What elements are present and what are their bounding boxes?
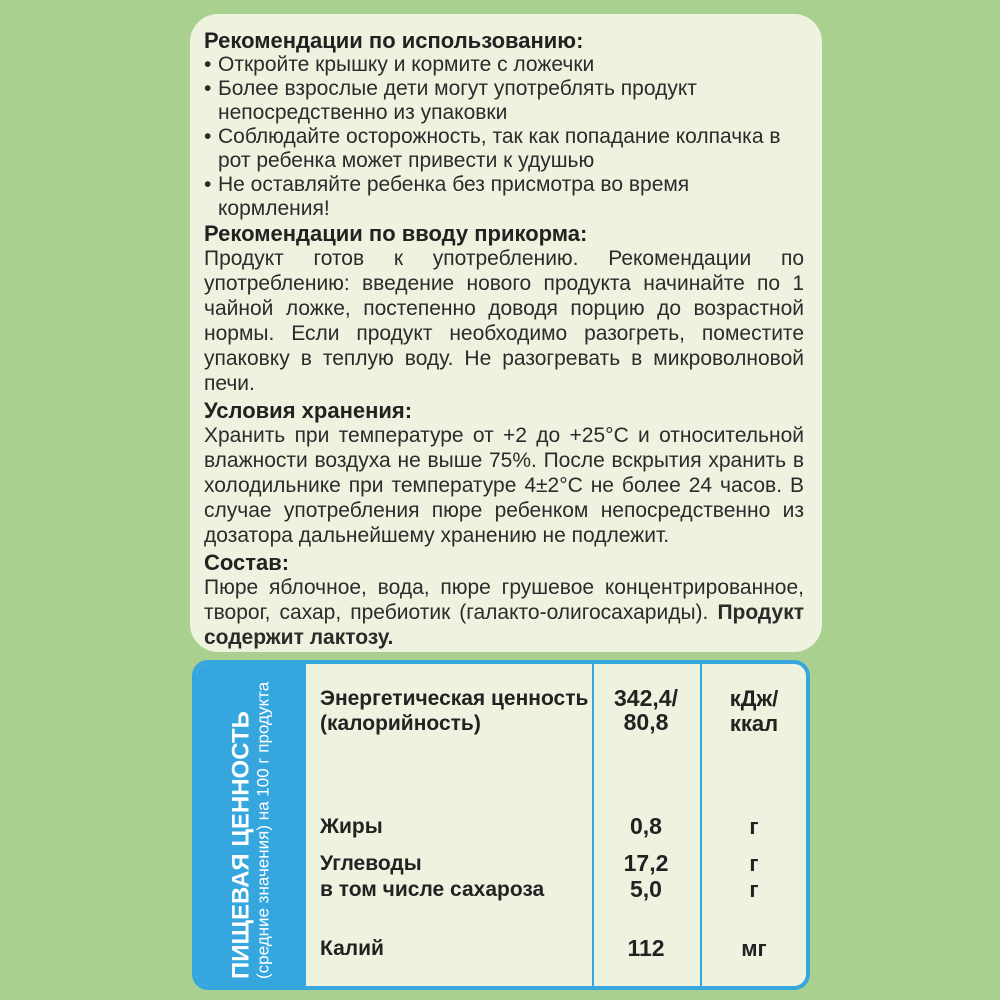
usage-list <box>204 53 804 221</box>
nutrient-value: 17,2 <box>623 850 669 876</box>
usage-item: • Не оставляйте ребенка без присмотра во время кормления! <box>204 173 804 221</box>
nutrient-value: 0,8 <box>630 813 662 839</box>
nutrient-unit: кДж/ ккал <box>729 686 779 736</box>
nutrient-unit: мг <box>741 936 767 961</box>
storage-text: Хранить при температуре от +2 до +25°С и относительной влажности воздуха не выше 75%. После вскрытия хранить в холодильнике при температуре 4±2°С не более 24 часов. В случае употребления пюре ребенком непосредственно из дозатора дальнейшему хранению не подлежит. <box>204 424 804 547</box>
nutrient-name: Жиры <box>320 815 383 838</box>
feeding-text: Продукт готов к употреблению. Рекомендации по употреблению: введение нового продукта начинайте по 1 чайной ложке, постепенно доводя порцию до возрастной нормы. Если продукт необходимо разогреть, поместите упаковку в теплую воду. Не разогревать в микроволновой печи. <box>204 247 804 395</box>
composition-heading: Состав: <box>204 550 290 575</box>
column-divider <box>592 664 594 986</box>
nutrition-table <box>192 660 810 990</box>
nutrient-name: Калий <box>320 937 384 960</box>
composition-ingredients: Пюре яблочное, вода, пюре грушевое концентрированное, творог, сахар, пребиотик (галакто-олигосахариды). <box>204 576 804 624</box>
nutrient-name: Углеводы <box>320 852 422 875</box>
nutrition-side-banner <box>196 664 306 986</box>
nutrition-title: ПИЩЕВАЯ ЦЕННОСТЬ <box>227 711 255 979</box>
feeding-heading: Рекомендации по вводу прикорма: <box>204 221 588 246</box>
usage-item: • Соблюдайте осторожность, так как попадание колпачка в рот ребенка может привести к удушью <box>204 125 804 173</box>
lactose-note: Продукт содержит лактозу. <box>204 601 804 649</box>
nutrient-value: 112 <box>627 935 665 961</box>
storage-heading: Условия хранения: <box>204 398 413 423</box>
column-divider <box>700 664 702 986</box>
nutrient-value: 342,4/ 80,8 <box>614 685 678 735</box>
nutrient-unit: г <box>749 814 759 839</box>
nutrition-side-text <box>227 679 273 979</box>
info-panel <box>190 14 822 652</box>
nutrient-name: в том числе сахароза <box>320 878 545 901</box>
usage-item: • Более взрослые дети могут употреблять продукт непосредственно из упаковки <box>204 77 804 125</box>
composition-text <box>204 575 804 650</box>
nutrient-unit: г <box>749 877 759 902</box>
usage-item: • Откройте крышку и кормите с ложечки <box>204 53 804 77</box>
nutrient-value: 5,0 <box>630 876 662 902</box>
usage-heading: Рекомендации по использованию: <box>204 28 584 53</box>
nutrient-name: Энергетическая ценность (калорийность) <box>320 687 589 735</box>
nutrition-rows <box>306 664 806 986</box>
nutrition-subtitle: (средние значения) на 100 г продукта <box>253 681 273 979</box>
nutrient-unit: г <box>749 851 759 876</box>
